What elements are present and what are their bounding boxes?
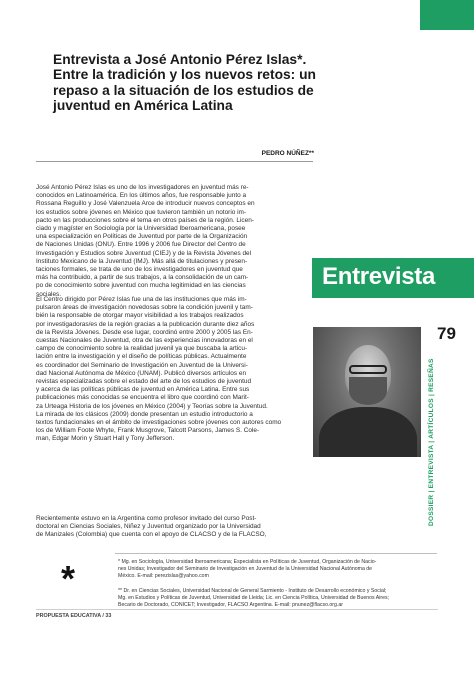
body-paragraph-3: Recientemente estuvo en la Argentina como profesor invitado del curso Post- doctoral en Ciencias Sociales, Niñez y Juventud organizado por la Universidad de Manizales (Colombia) que cuenta con el apoyo de CLACSO y de la FLACSO, (36, 515, 267, 539)
photo-glasses-shape (349, 365, 387, 374)
page-number: 79 (437, 324, 456, 343)
footer-divider (36, 609, 438, 610)
corner-accent-block (420, 0, 474, 30)
author-name: PEDRO NÚÑEZ** (261, 150, 314, 157)
page-footer: PROPUESTA EDUCATIVA / 33 (36, 613, 112, 619)
footnotes-divider (115, 553, 437, 554)
section-banner-label: Entrevista (322, 263, 436, 290)
section-nav-label: DOSSIER | ENTREVISTA | ARTÍCULOS | RESEÑAS (428, 358, 435, 526)
photo-body-shape (319, 407, 417, 457)
author-divider (36, 161, 313, 162)
interviewee-photo (313, 327, 421, 457)
article-title: Entrevista a José Antonio Pérez Islas*. Entre la tradición y los nuevos retos: un repaso a la situación de los estudios de juventud en América Latina (53, 52, 316, 113)
photo-beard-shape (349, 377, 387, 405)
footnote-1: * Mg. en Sociología, Universidad Iberoamericana; Especialista en Políticas de Juventud, Organización de Nacio- nes Unidas; Investigador del Seminario de Investigación en Juventud de la Universidad Nacional Autónoma de México. E-mail: perezislas@yahoo.com (118, 559, 377, 579)
footnote-2: ** Dr. en Ciencias Sociales, Universidad Nacional de General Sarmiento - Instituto de Desarrollo económico y Social; Mg. en Estudios y Políticas de Juventud, Universidad de Lleida; Lic. en Ciencia Política, Universidad de Buenos Aires; Becario de Doctorado, CONICET; Investigador, FLACSO Argentina. E-mail: pnunez@flacso.org.ar (118, 588, 390, 608)
asterisk-icon: * (61, 558, 76, 599)
body-paragraph-1: José Antonio Pérez Islas es uno de los investigadores en juventud más re- conocidos en Latinoamérica. En los últimos años, fue responsable junto a Rossana Reguillo y José Valenzuela Arce de introducir nuevos conceptos en los estudios sobre jóvenes en México que tuvieron también un notorio im- pacto en las producciones sobre el tema en otros países de la región. Licen- ciado y magíster en Sociología por la Universidad Iberoamericana, posee una especialización en Políticas de Juventud por parte de la Organización de Naciones Unidas (ONU). Entre 1996 y 2006 fue Director del Centro de Investigación y Estudios sobre Juventud (CIEJ) y de la Revista Jóvenes del Instituto Mexicano de la Juventud (IMJ). Más allá de titulaciones y presen- taciones formales, se trata de uno de los investigadores en juventud que más ha contribuido, a partir de sus trabajos, a la consolidación de un cam- po de conocimiento sobre juventud con mucha legitimidad en las ciencias sociales. (36, 184, 255, 298)
body-paragraph-2: El Centro dirigido por Pérez Islas fue una de las instituciones que más im- pulsaron áreas de investigación novedosas sobre la condición juvenil y tam- bién la responsable de otorgar mayor visibilidad a los trabajos realizados por investigadoras/es de la región gracias a la publicación durante diez años de la Revista Jóvenes. Desde ese lugar, coordinó entre 2000 y 2005 las En- cuestas Nacionales de Juventud, otra de las experiencias innovadoras en el campo de conocimiento sobre la realidad juvenil ya que buscaba la articu- lación entre la investigación y el diseño de políticas públicas. Actualmente es coordinador del Seminario de Investigación en Juventud de la Universi- dad Nacional Autónoma de México (UNAM). Publicó diversos artículos en revistas especializadas sobre el estado del arte de los estudios de juventud y acerca de las políticas públicas de juventud en América Latina. Entre sus publicaciones más conocidas se encuentra el libro que coordinó con Marit- za Urteaga Historia de los jóvenes en México (2004) y Teorías sobre la Juventud. La mirada de los clásicos (2009) donde presentan un estudio introductorio a textos fundacionales en el ámbito de investigaciones sobre jóvenes con autores como los de William Foote Whyte, Frank Musgrove, Talcott Parsons, James S. Cole- man, Edgar Morin y Stuart Hall y Tony Jefferson. (36, 296, 282, 443)
